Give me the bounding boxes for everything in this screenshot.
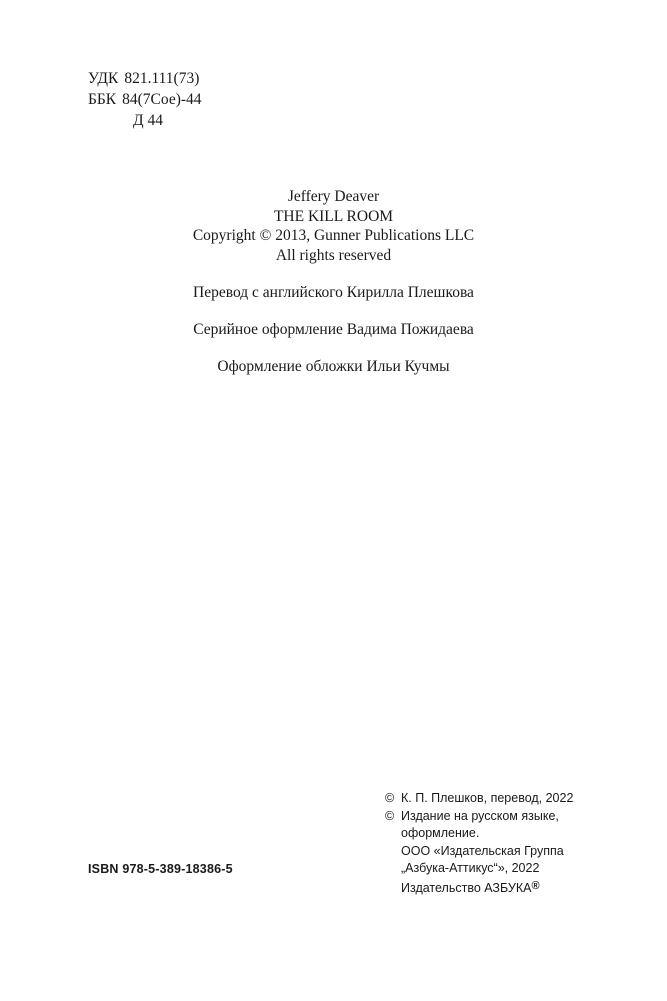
author-mark-row (88, 110, 202, 131)
copyright-symbol: © (385, 808, 395, 823)
udk-row (88, 68, 202, 89)
catalog-indices (88, 68, 202, 131)
credits-block (0, 187, 667, 376)
bbk-label: ББК (88, 91, 117, 108)
copyright-edition: Издание на русском языке, (401, 808, 559, 823)
bbk-row (88, 89, 202, 110)
udk-label: УДК (88, 70, 119, 87)
original-copyright: Copyright © 2013, Gunner Publications LLC (192, 227, 475, 244)
cover-design-credit: Оформление обложки Ильи Кучмы (217, 358, 450, 375)
copyright-block (385, 790, 573, 897)
copyright-translation: К. П. Плешков, перевод, 2022 (401, 791, 574, 805)
publisher-imprint (385, 878, 573, 898)
registered-mark: ® (531, 879, 540, 892)
copyright-translation-row (385, 790, 573, 808)
translation-credit: Перевод с английского Кирилла Плешкова (193, 284, 474, 301)
original-edition-info (0, 187, 667, 265)
original-author: Jeffery Deaver (287, 188, 380, 205)
bbk-value: 84(7Сое)-44 (122, 91, 202, 108)
copyright-symbol: © (385, 791, 395, 805)
publisher-group-line2: „Азбука-Аттикус“», 2022 (401, 861, 540, 875)
copyright-design: оформление. (401, 826, 480, 840)
copyright-edition-row (385, 808, 573, 826)
original-rights: All rights reserved (275, 246, 392, 264)
publisher-name: Издательство АЗБУКА (401, 880, 532, 895)
isbn: ISBN 978-5-389-18386-5 (88, 862, 233, 876)
series-design-credit: Серийное оформление Вадима Пожидаева (193, 321, 474, 338)
original-title: THE KILL ROOM (273, 207, 394, 225)
udk-value: 821.111(73) (124, 70, 200, 87)
publisher-group-line1: ООО «Издательская Группа (401, 843, 564, 858)
author-mark: Д 44 (133, 112, 163, 129)
